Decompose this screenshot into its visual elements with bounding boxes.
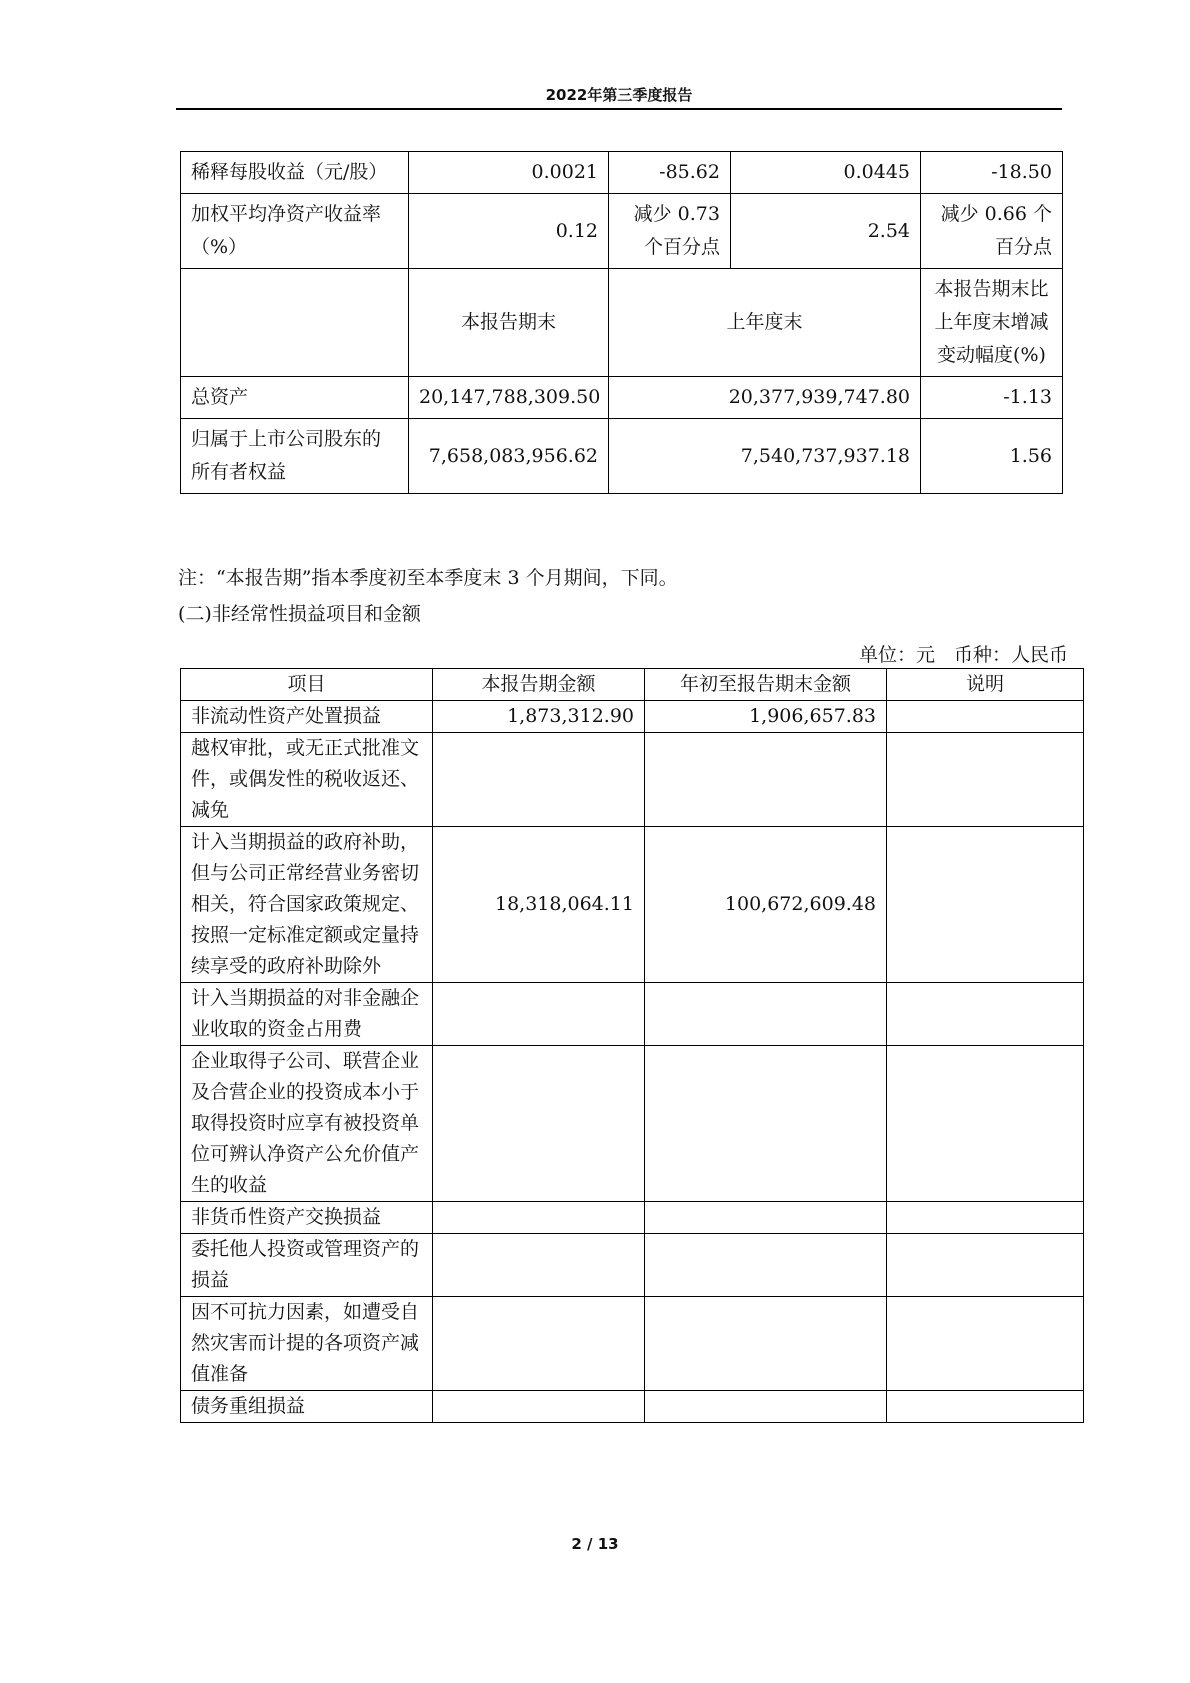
ytd-cell	[645, 1391, 887, 1423]
current-cell	[433, 1202, 645, 1234]
unit-line: 单位：元 币种：人民币	[858, 644, 1068, 666]
current-cell: 1,873,312.90	[433, 701, 645, 733]
cell-value: 7,540,737,937.18	[609, 419, 921, 494]
table-row	[181, 419, 1063, 494]
cell-value: -1.13	[921, 377, 1063, 419]
cell-value: 0.0445	[731, 152, 921, 194]
item-cell: 越权审批，或无正式批准文件，或偶发性的税收返还、减免	[181, 733, 433, 827]
non-recurring-items-table	[180, 668, 1084, 1423]
current-cell	[433, 1046, 645, 1202]
item-cell: 因不可抗力因素，如遭受自然灾害而计提的各项资产减值准备	[181, 1297, 433, 1391]
ytd-cell	[645, 733, 887, 827]
desc-cell	[887, 1391, 1084, 1423]
table-row	[181, 152, 1063, 194]
ytd-cell	[645, 1046, 887, 1202]
item-cell: 计入当期损益的对非金融企业收取的资金占用费	[181, 983, 433, 1046]
table-row	[181, 1297, 1084, 1391]
desc-cell	[887, 1297, 1084, 1391]
desc-cell	[887, 1046, 1084, 1202]
cell-value: 1.56	[921, 419, 1063, 494]
current-cell	[433, 1234, 645, 1297]
ytd-cell: 100,672,609.48	[645, 827, 887, 983]
header-cell: 本报告期末比上年度末增减变动幅度(%)	[921, 269, 1063, 377]
current-cell	[433, 1297, 645, 1391]
table-row	[181, 1234, 1084, 1297]
table-note: 注：“本报告期”指本季度初至本季度末 3 个月期间，下同。	[178, 567, 678, 589]
ytd-cell	[645, 983, 887, 1046]
current-cell	[433, 1391, 645, 1423]
item-cell: 企业取得子公司、联营企业及合营企业的投资成本小于取得投资时应享有被投资单位可辨认净资产公允价值产生的收益	[181, 1046, 433, 1202]
cell-value: 减少 0.66 个百分点	[921, 194, 1063, 269]
table-row	[181, 194, 1063, 269]
page-header-title: 2022年第三季度报告	[545, 86, 693, 104]
row-label: 归属于上市公司股东的所有者权益	[181, 419, 409, 494]
ytd-cell	[645, 1297, 887, 1391]
header-cell: 本报告期末	[409, 269, 609, 377]
header-ytd: 年初至报告期末金额	[645, 669, 887, 701]
cell-value: 7,658,083,956.62	[409, 419, 609, 494]
header-cell: 上年度末	[609, 269, 921, 377]
header-current: 本报告期金额	[433, 669, 645, 701]
ytd-cell	[645, 1202, 887, 1234]
item-cell: 非流动性资产处置损益	[181, 701, 433, 733]
table-row	[181, 1391, 1084, 1423]
table-row	[181, 1046, 1084, 1202]
table-row	[181, 377, 1063, 419]
table-row	[181, 983, 1084, 1046]
table-row	[181, 827, 1084, 983]
financial-indicators-table	[180, 151, 1063, 494]
row-label: 加权平均净资产收益率（%）	[181, 194, 409, 269]
current-cell: 18,318,064.11	[433, 827, 645, 983]
desc-cell	[887, 983, 1084, 1046]
item-cell: 委托他人投资或管理资产的损益	[181, 1234, 433, 1297]
item-cell: 计入当期损益的政府补助，但与公司正常经营业务密切相关，符合国家政策规定、按照一定标准定额或定量持续享受的政府补助除外	[181, 827, 433, 983]
header-desc: 说明	[887, 669, 1084, 701]
item-cell: 非货币性资产交换损益	[181, 1202, 433, 1234]
table-header-row	[181, 269, 1063, 377]
table-header-row	[181, 669, 1084, 701]
cell-value: 20,147,788,309.50	[409, 377, 609, 419]
header-rule	[176, 108, 1062, 110]
ytd-cell: 1,906,657.83	[645, 701, 887, 733]
header-cell-empty	[181, 269, 409, 377]
desc-cell	[887, 1202, 1084, 1234]
section-title: (二)非经常性损益项目和金额	[178, 603, 421, 625]
row-label: 总资产	[181, 377, 409, 419]
table-row	[181, 701, 1084, 733]
desc-cell	[887, 1234, 1084, 1297]
cell-value: 2.54	[731, 194, 921, 269]
ytd-cell	[645, 1234, 887, 1297]
cell-value: -18.50	[921, 152, 1063, 194]
desc-cell	[887, 827, 1084, 983]
header-item: 项目	[181, 669, 433, 701]
current-cell	[433, 733, 645, 827]
item-cell: 债务重组损益	[181, 1391, 433, 1423]
cell-value: 0.12	[409, 194, 609, 269]
table-row	[181, 733, 1084, 827]
cell-value: 0.0021	[409, 152, 609, 194]
cell-value: 20,377,939,747.80	[609, 377, 921, 419]
current-cell	[433, 983, 645, 1046]
desc-cell	[887, 701, 1084, 733]
page-number: 2 / 13	[571, 1535, 619, 1553]
desc-cell	[887, 733, 1084, 827]
cell-value: -85.62	[609, 152, 731, 194]
row-label: 稀释每股收益（元/股）	[181, 152, 409, 194]
cell-value: 减少 0.73 个百分点	[609, 194, 731, 269]
table-row	[181, 1202, 1084, 1234]
